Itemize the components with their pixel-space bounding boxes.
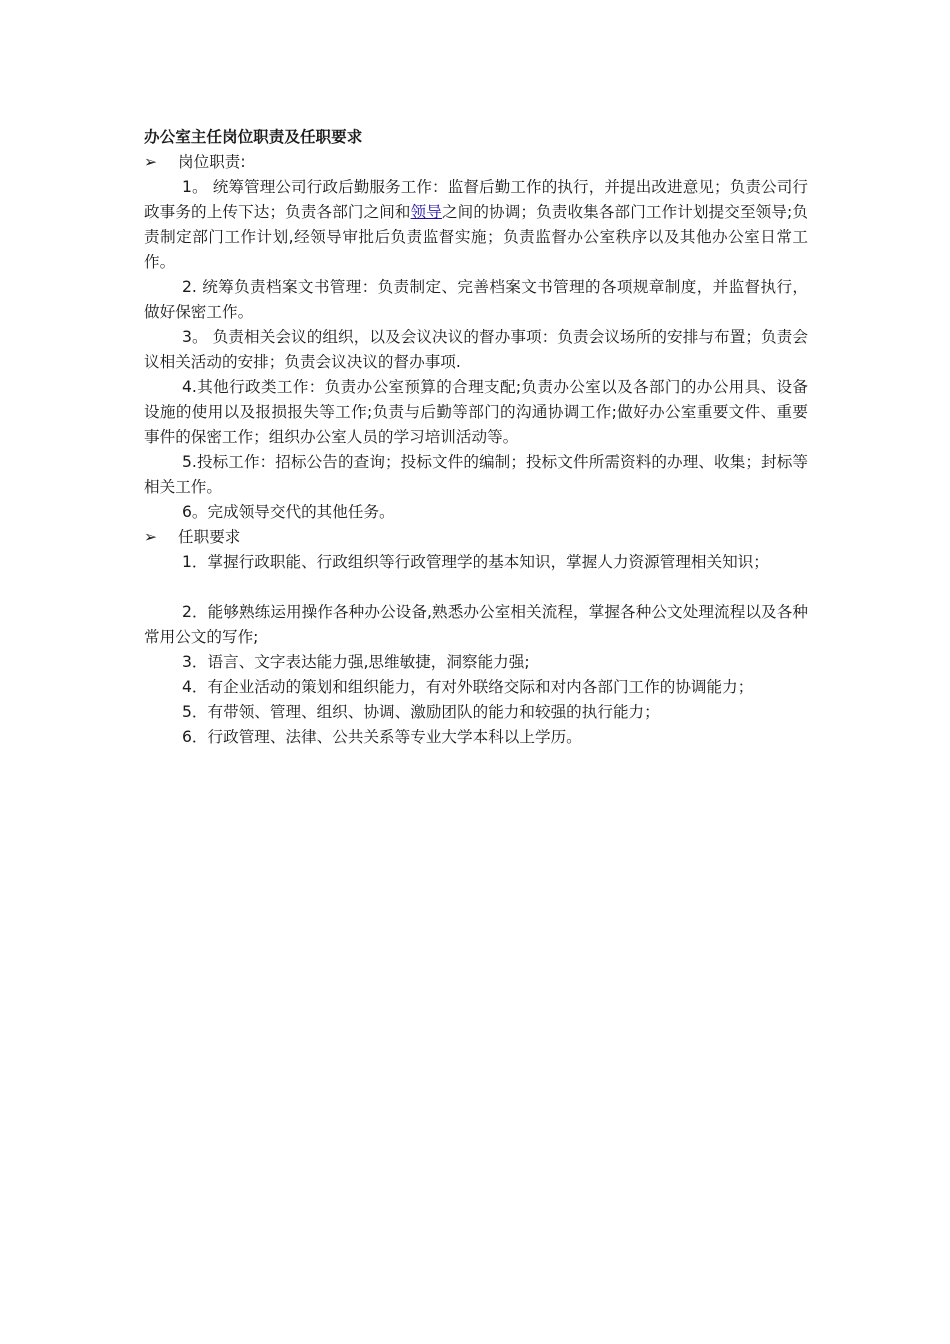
duty-item-5: 5.投标工作：招标公告的查询；投标文件的编制；投标文件所需资料的办理、收集；封标等相关工作。 (144, 453, 808, 496)
document-title: 办公室主任岗位职责及任职要求 (144, 128, 363, 146)
section-requirements-title: 任职要求 (178, 528, 241, 546)
requirement-item-2: 2．能够熟练运用操作各种办公设备,熟悉办公室相关流程，掌握各种公文处理流程以及各种常用公文的写作; (144, 603, 808, 646)
leader-link[interactable]: 领导 (410, 203, 442, 221)
duty-item-2: 2. 统筹负责档案文书管理：负责制定、完善档案文书管理的各项规章制度，并监督执行，做好保密工作。 (144, 278, 808, 321)
duty-item-1: 1。 统筹管理公司行政后勤服务工作：监督后勤工作的执行，并提出改进意见；负责公司行政事务的上传下达；负责各部门之间和领导之间的协调；负责收集各部门工作计划提交至领导;负责制定部门工作计划,经领导审批后负责监督实施；负责监督办公室秩序以及其他办公室日常工作。 (144, 178, 808, 271)
section-requirements-heading (144, 525, 808, 550)
requirement-item-6: 6．行政管理、法律、公共关系等专业大学本科以上学历。 (182, 728, 582, 746)
duty-item-6: 6。完成领导交代的其他任务。 (182, 503, 395, 521)
requirement-item-5: 5．有带领、管理、组织、协调、激励团队的能力和较强的执行能力； (182, 703, 660, 721)
arrow-bullet-icon: ➢ (144, 528, 158, 546)
duty-item-4: 4.其他行政类工作：负责办公室预算的合理支配;负责办公室以及各部门的办公用具、设备设施的使用以及报损报失等工作;负责与后勤等部门的沟通协调工作;做好办公室重要文件、重要事件的保密工作；组织办公室人员的学习培训活动等。 (144, 378, 808, 446)
blank-line (144, 575, 808, 600)
requirement-item-1: 1．掌握行政职能、行政组织等行政管理学的基本知识，掌握人力资源管理相关知识； (182, 553, 769, 571)
section-duties-title: 岗位职责: (178, 153, 246, 171)
duty-item-3: 3。 负责相关会议的组织，以及会议决议的督办事项：负责会议场所的安排与布置；负责会议相关活动的安排；负责会议决议的督办事项. (144, 328, 808, 371)
requirement-item-3: 3．语言、文字表达能力强,思维敏捷，洞察能力强; (182, 653, 530, 671)
arrow-bullet-icon: ➢ (144, 153, 158, 171)
section-duties-heading (144, 150, 808, 175)
requirement-item-4: 4．有企业活动的策划和组织能力，有对外联络交际和对内各部门工作的协调能力； (182, 678, 754, 696)
document-page (144, 124, 808, 750)
